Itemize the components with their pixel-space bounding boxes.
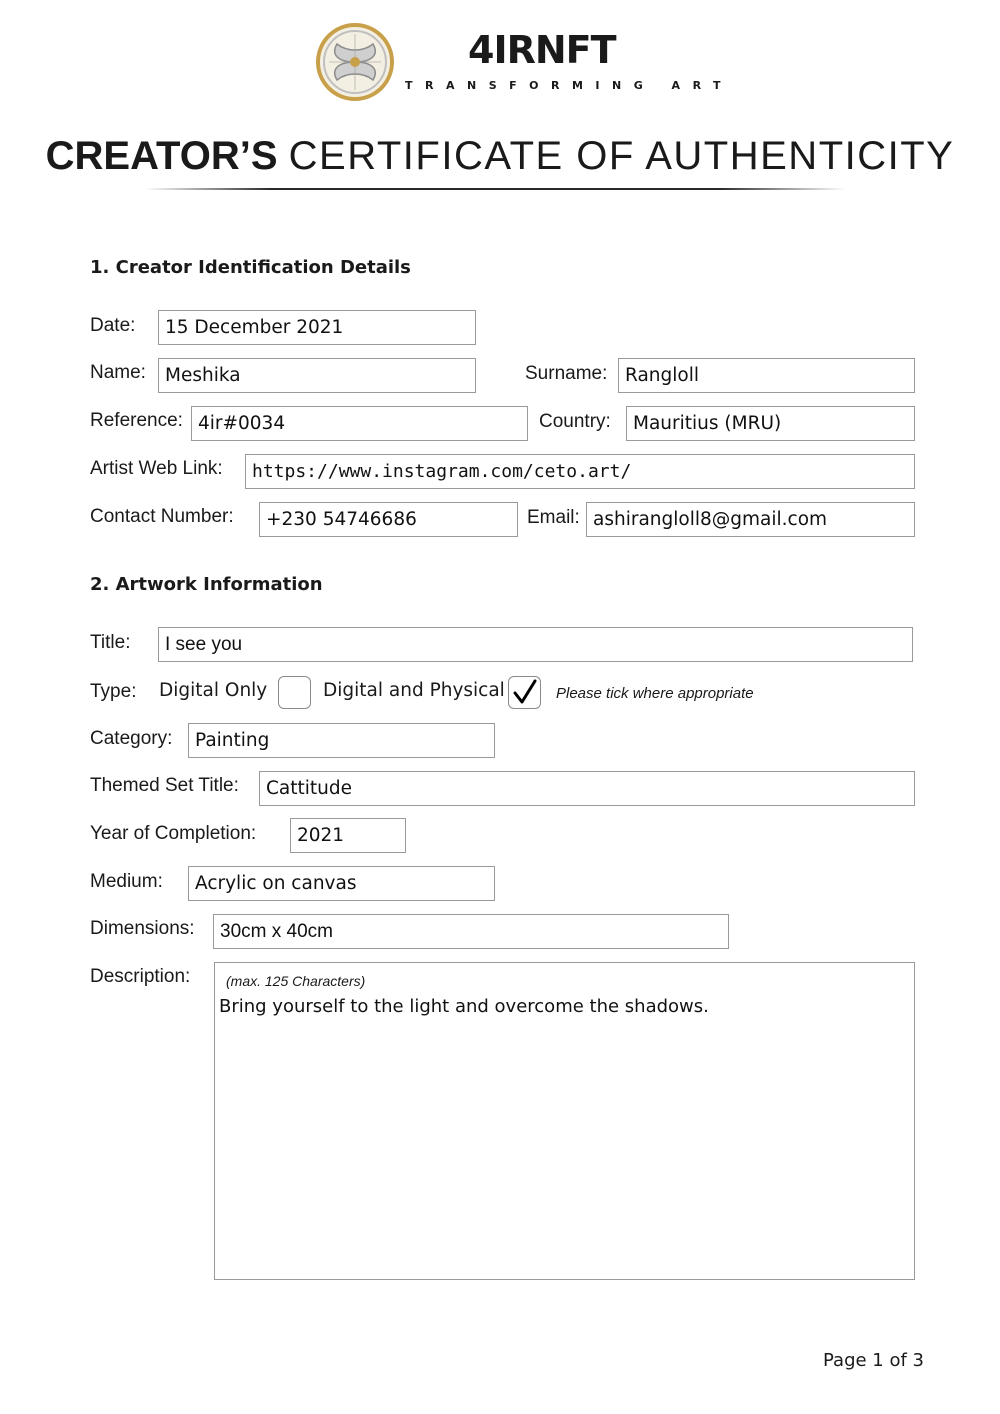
dimensions-field[interactable]: 30cm x 40cm <box>213 914 729 949</box>
email-field[interactable]: ashirangloll8@gmail.com <box>586 502 915 537</box>
page-title-bold: CREATOR’S <box>45 134 278 178</box>
category-field[interactable]: Painting <box>188 723 495 758</box>
date-field[interactable]: 15 December 2021 <box>158 310 476 345</box>
type-label: Type: <box>90 681 137 702</box>
email-label: Email: <box>527 507 580 528</box>
title-label: Title: <box>90 632 131 653</box>
country-field[interactable]: Mauritius (MRU) <box>626 406 915 441</box>
description-field[interactable] <box>214 962 915 1280</box>
type-digital-only-checkbox[interactable] <box>278 676 311 709</box>
brand-logo <box>315 22 395 102</box>
dimensions-label: Dimensions: <box>90 918 195 939</box>
title-divider <box>145 188 845 190</box>
name-label: Name: <box>90 362 146 383</box>
medium-label: Medium: <box>90 871 163 892</box>
contact-number-field[interactable]: +230 54746686 <box>259 502 518 537</box>
year-label: Year of Completion: <box>90 823 257 844</box>
type-hint: Please tick where appropriate <box>556 685 754 702</box>
category-label: Category: <box>90 728 173 749</box>
country-label: Country: <box>539 411 611 432</box>
surname-field[interactable]: Rangloll <box>618 358 915 393</box>
checkmark-icon <box>509 677 540 708</box>
year-field[interactable]: 2021 <box>290 818 406 853</box>
page-title <box>0 134 1000 179</box>
description-text: Bring yourself to the light and overcome the shadows. <box>219 996 709 1017</box>
date-label: Date: <box>90 315 136 336</box>
medium-field[interactable]: Acrylic on canvas <box>188 866 495 901</box>
web-link-field[interactable]: https://www.instagram.com/ceto.art/ <box>245 454 915 489</box>
themed-set-title-field[interactable]: Cattitude <box>259 771 915 806</box>
title-field[interactable]: I see you <box>158 627 913 662</box>
type-digital-physical-label: Digital and Physical <box>323 680 505 701</box>
reference-field[interactable]: 4ir#0034 <box>191 406 528 441</box>
contact-number-label: Contact Number: <box>90 506 234 527</box>
reference-label: Reference: <box>90 410 183 431</box>
type-digital-only-label: Digital Only <box>159 680 268 701</box>
page-title-rest: CERTIFICATE OF AUTHENTICITY <box>288 134 955 178</box>
type-digital-physical-checkbox[interactable] <box>508 676 541 709</box>
brand-tagline: TRANSFORMING ART <box>405 79 734 92</box>
section-heading-creator: 1. Creator Identification Details <box>90 257 411 278</box>
description-label: Description: <box>90 966 191 987</box>
themed-set-title-label: Themed Set Title: <box>90 775 239 796</box>
description-hint: (max. 125 Characters) <box>226 973 366 989</box>
page-number: Page 1 of 3 <box>823 1350 924 1371</box>
surname-label: Surname: <box>525 363 608 384</box>
section-heading-artwork: 2. Artwork Information <box>90 574 323 595</box>
web-link-label: Artist Web Link: <box>90 458 223 479</box>
name-field[interactable]: Meshika <box>158 358 476 393</box>
brand-name: 4IRNFT <box>468 28 616 72</box>
